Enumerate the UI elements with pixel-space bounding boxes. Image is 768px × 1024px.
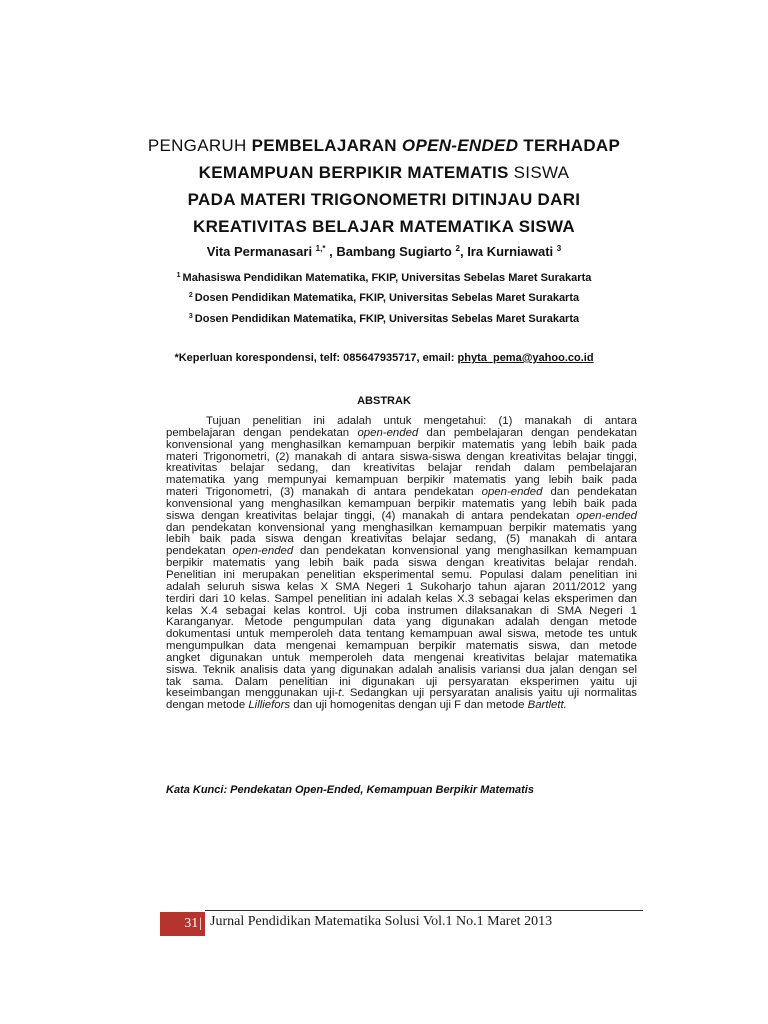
author-superscript: 2 — [455, 244, 460, 253]
abstract-text: dan pembelajaran dengan pendekatan — [418, 426, 637, 439]
paper-title-line-4: KREATIVITAS BELAJAR MATEMATIKA SISWA — [193, 217, 575, 236]
email-link[interactable]: phyta_pema@yahoo.co.id — [457, 352, 594, 364]
abstract-text: konvensional yang menghasilkan kemampuan berpikir matematis yang lebih baik pada — [166, 438, 637, 451]
author-separator: , — [459, 244, 468, 259]
affiliation-text: Dosen Pendidikan Matematika, FKIP, Universitas Sebelas Maret Surakarta — [194, 292, 580, 304]
title-fragment: PEMBELAJARAN — [251, 136, 402, 155]
page-number-separator: | — [199, 916, 202, 931]
affiliation-1 — [0, 272, 768, 284]
abstract-text: dokumentasi untuk memperoleh data tentang kemampuan awal siswa, metode tes untuk — [166, 628, 637, 641]
affiliation-superscript: 3 — [188, 313, 193, 320]
footer-rule — [205, 910, 643, 911]
keywords-line: Kata Kunci: Pendekatan Open-Ended, Kemampuan Berpikir Matematis — [166, 784, 534, 796]
author-superscript: 3 — [556, 244, 562, 253]
abstract-text: Penelitian ini merupakan penelitian eksperimental semu. Populasi dalam penelitian ini — [166, 568, 637, 581]
abstract-text: dan uji homogenitas dengan uji F dan metode — [290, 699, 528, 712]
title-fragment: KEMAMPUAN BERPIKIR MATEMATIS — [198, 163, 509, 182]
abstract-text: matematika yang mempunyai kemampuan berpikir matematis yang lebih baik pada — [166, 474, 637, 487]
abstract-text: kelas X.4 sebagai kelas kontrol. Uji coba instrumen dilaksanakan di SMA Negeri 1 — [166, 604, 637, 617]
abstract-text: lebih baik pada siswa dengan kreativitas belajar sedang, (5) manakah di antara — [166, 533, 637, 546]
abstract-text: open-ended — [357, 426, 419, 439]
abstract-text: terdiri dari 10 kelas. Sampel penelitian ini adalah kelas X.3 sebagai kelas eksperimen dan — [166, 592, 637, 605]
abstract-text: t — [338, 687, 342, 700]
author-name: Bambang Sugiarto — [336, 244, 456, 259]
abstract-text: Tujuan penelitian ini adalah untuk mengetahui: (1) manakah di antara — [206, 415, 637, 427]
abstract-text: open-ended — [232, 545, 294, 558]
abstract-text: adalah seluruh siswa kelas X SMA Negeri 1 Sukoharjo tahun ajaran 2011/2012 yang — [166, 580, 637, 593]
abstract-text: pembelajaran dengan pendekatan — [166, 426, 358, 439]
author-superscript: 1,* — [315, 244, 326, 253]
abstract-text: dan pendekatan — [542, 486, 637, 499]
affiliation-superscript: 1 — [176, 272, 181, 279]
abstract-text: open-ended — [576, 509, 637, 522]
author-name: Vita Permanasari — [206, 244, 316, 259]
paper-title-line-2 — [0, 163, 768, 183]
title-fragment: PENGARUH — [147, 136, 252, 155]
abstract-body — [166, 416, 637, 712]
affiliation-3 — [0, 313, 768, 325]
abstract-text: mengumpulkan data mengenai kemampuan berpikir matematis siswa, dan metode — [166, 640, 637, 653]
page-number-badge — [160, 912, 205, 936]
affiliation-superscript: 2 — [188, 292, 193, 299]
abstract-text: . Sedangkan uji persyaratan analisis yaitu uji normalitas — [341, 687, 637, 700]
page-number: 31 — [184, 916, 199, 931]
abstract-text: siswa. Teknik analisis data yang digunakan adalah analisis variansi dua jalan dengan sel — [166, 663, 637, 676]
abstract-text: siswa dengan kreativitas belajar tinggi, (4) manakah di antara pendekatan — [166, 509, 577, 522]
abstract-line — [166, 700, 637, 712]
abstract-text: konvensional yang menghasilkan kemampuan berpikir matematis yang lebih baik pada — [166, 497, 637, 510]
title-fragment: TERHADAP — [518, 136, 621, 155]
abstract-text: Lilliefors — [248, 699, 291, 712]
affiliation-text: Mahasiswa Pendidikan Matematika, FKIP, Universitas Sebelas Maret Surakarta — [182, 272, 592, 284]
correspondence-line — [0, 352, 768, 364]
abstract-text: angket digunakan untuk memperoleh data mengenai kreativitas belajar matematika — [166, 651, 637, 664]
title-fragment: OPEN-ENDED — [401, 136, 519, 155]
author-list — [0, 244, 768, 259]
journal-name: Jurnal Pendidikan Matematika Solusi Vol.1 No.1 Maret 2013 — [210, 914, 553, 929]
affiliation-text: Dosen Pendidikan Matematika, FKIP, Universitas Sebelas Maret Surakarta — [194, 313, 580, 325]
abstract-text: Bartlett. — [527, 699, 567, 712]
title-fragment: SISWA — [508, 163, 570, 182]
author-separator: , — [325, 244, 337, 259]
abstract-text: dan pendekatan konvensional yang menghasilkan kemampuan berpikir matematis yang — [166, 521, 637, 534]
abstract-text: materi Trigonometri, (2) manakah di antara siswa-siswa dengan kreativitas belajar tinggi, — [166, 450, 637, 463]
abstract-text: tak sama. Dalam penelitian ini digunakan uji persyaratan eksperimen yaitu uji — [166, 675, 637, 688]
author-name: Ira Kurniawati — [467, 244, 557, 259]
abstract-text: materi Trigonometri, (3) manakah di antara pendekatan — [166, 486, 482, 499]
abstract-text: dengan metode — [166, 699, 249, 712]
abstract-text: open-ended — [481, 486, 543, 499]
abstract-text: keseimbangan menggunakan uji- — [166, 687, 339, 700]
abstract-text: kreativitas belajar sedang, dan kreativitas belajar rendah dalam pembelajaran — [166, 462, 637, 475]
affiliation-2 — [0, 292, 768, 304]
paper-title-line-3: PADA MATERI TRIGONOMETRI DITINJAU DARI — [187, 190, 581, 209]
abstract-text: pendekatan — [166, 545, 233, 558]
abstract-text: Karanganyar. Metode pengumpulan data yang digunakan adalah dengan metode — [166, 616, 637, 629]
abstract-text: berpikir matematis yang lebih baik pada siswa dengan kreativitas belajar rendah. — [166, 557, 637, 570]
abstract-heading: ABSTRAK — [357, 395, 411, 407]
abstract-text: dan pendekatan konvensional yang menghasilkan kemampuan — [293, 545, 637, 558]
paper-title-line-1 — [0, 136, 768, 156]
correspondence-text: *Keperluan korespondensi, telf: 085647935717, email: — [174, 352, 458, 364]
